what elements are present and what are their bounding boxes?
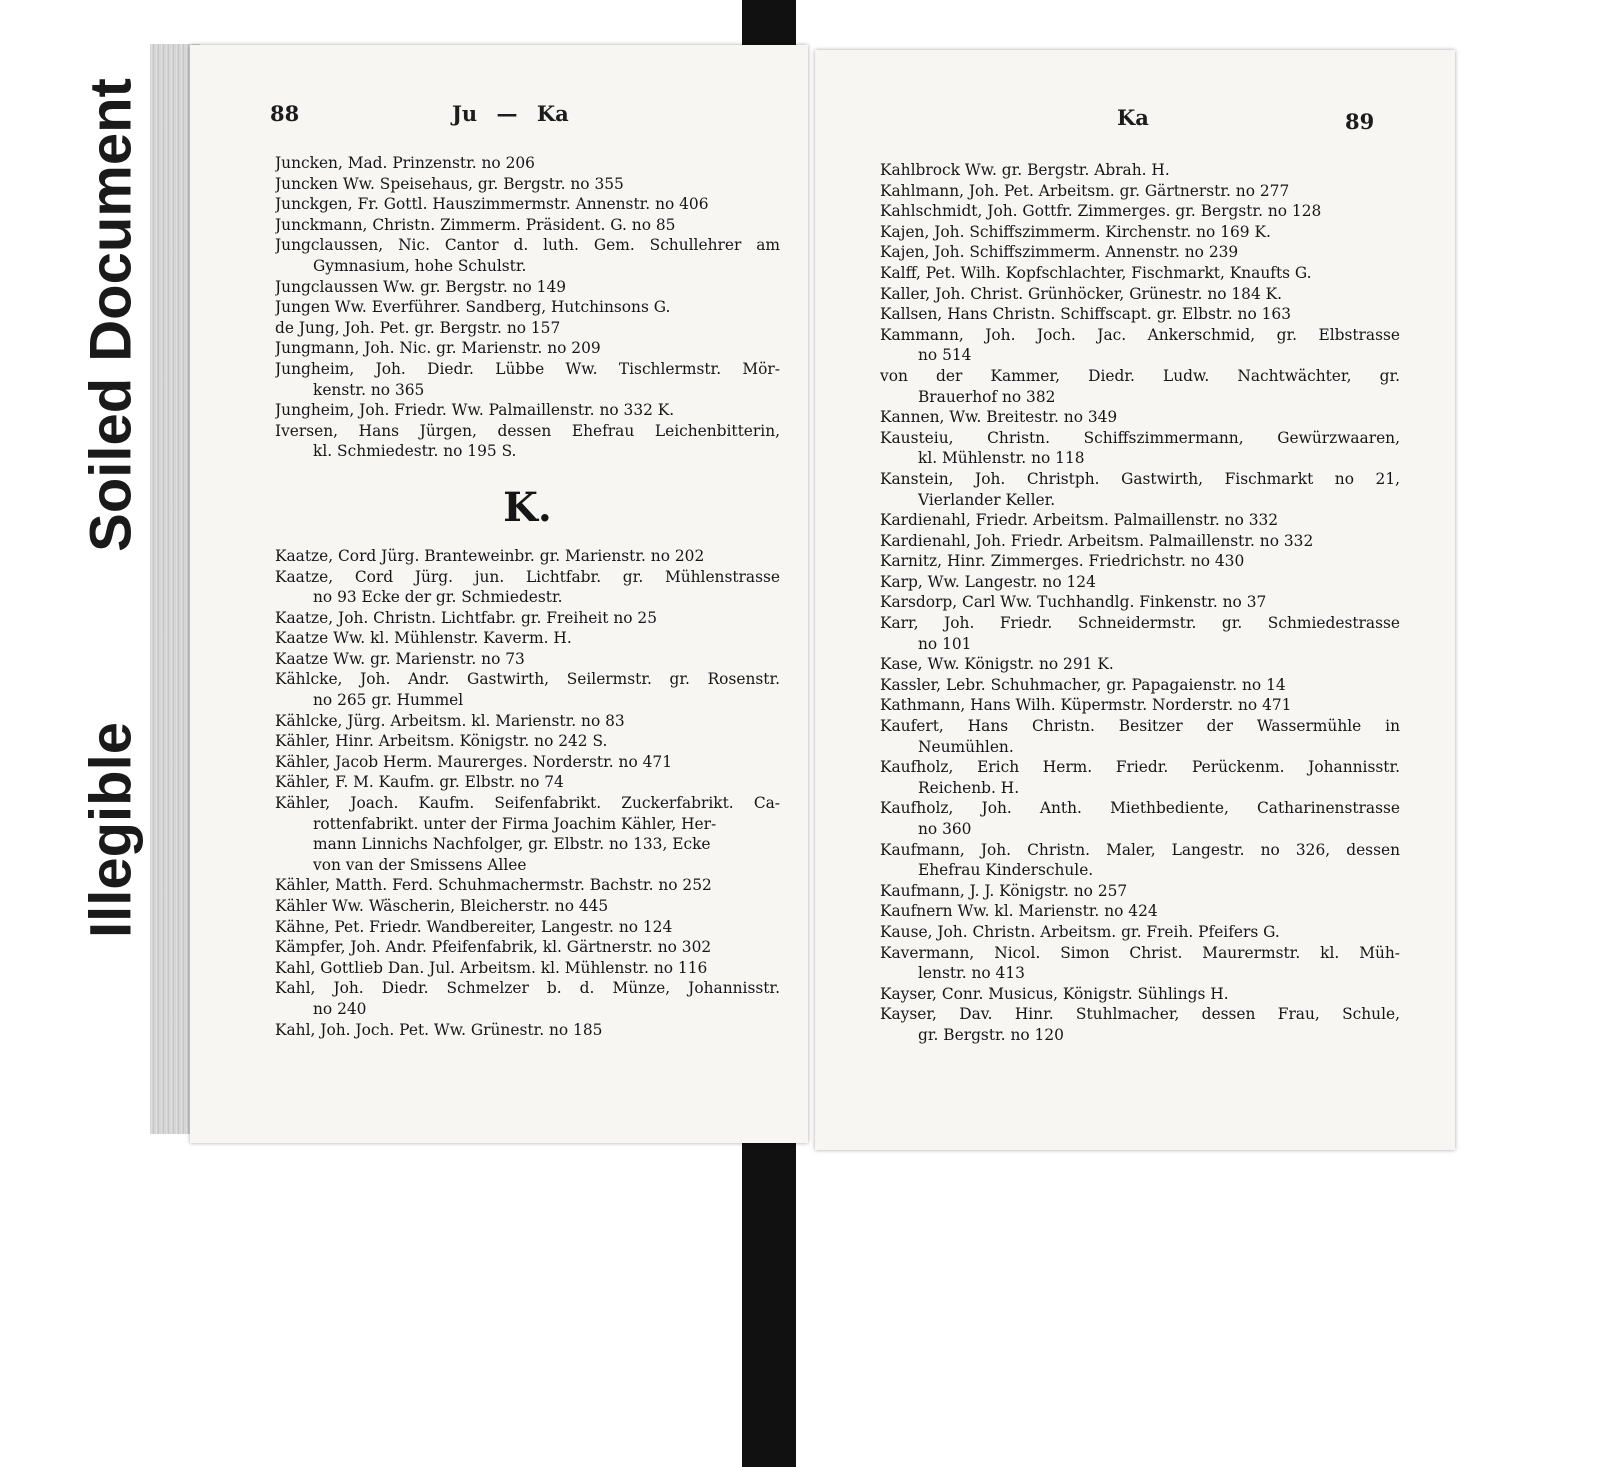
directory-entry: Kause, Joh. Christn. Arbeitsm. gr. Freih. Pfeifers G.: [880, 922, 1280, 941]
directory-entry: Kanstein, Joh. Christph. Gastwirth, Fischmarkt no 21,: [880, 469, 1400, 488]
left-entries: [275, 153, 780, 1040]
directory-entry: Kahlschmidt, Joh. Gottfr. Zimmerges. gr. Bergstr. no 128: [880, 202, 1322, 221]
directory-entry: Kardienahl, Joh. Friedr. Arbeitsm. Palmaillenstr. no 332: [880, 531, 1314, 550]
directory-entry: Kähler, Matth. Ferd. Schuhmachermstr. Bachstr. no 252: [275, 876, 712, 895]
directory-entry-continuation: rottenfabrikt. unter der Firma Joachim Kähler, Her-: [313, 814, 717, 833]
page-number-left: 88: [270, 101, 300, 126]
directory-entry: Kammann, Joh. Joch. Jac. Ankerschmid, gr. Elbstrasse: [880, 325, 1400, 344]
directory-entry-continuation: Reichenb. H.: [918, 778, 1020, 797]
directory-entry-continuation: mann Linnichs Nachfolger, gr. Elbstr. no 133, Ecke: [313, 835, 711, 854]
directory-entry: Kahlbrock Ww. gr. Bergstr. Abrah. H.: [880, 161, 1170, 179]
directory-entry: Kaatze, Cord Jürg. jun. Lichtfabr. gr. Mühlenstrasse: [275, 567, 780, 586]
directory-entry: Kavermann, Nicol. Simon Christ. Maurermstr. kl. Müh-: [880, 943, 1400, 962]
directory-entry: Kählcke, Jürg. Arbeitsm. kl. Marienstr. no 83: [275, 711, 625, 730]
directory-entry: Karr, Joh. Friedr. Schneidermstr. gr. Schmiedestrasse: [880, 614, 1400, 633]
directory-entry: Kahl, Gottlieb Dan. Jul. Arbeitsm. kl. Mühlenstr. no 116: [275, 958, 708, 977]
directory-entry-continuation: Vierlander Keller.: [918, 490, 1056, 509]
directory-entry: Kaufert, Hans Christn. Besitzer der Wassermühle in: [880, 717, 1400, 736]
directory-entry: Kannen, Ww. Breitestr. no 349: [880, 408, 1118, 427]
directory-entry: Kaufholz, Erich Herm. Friedr. Perückenm. Johannisstr.: [880, 758, 1400, 777]
soiled-document-stamp: Soiled Document: [78, 78, 144, 552]
directory-entry: Kausteiu, Christn. Schiffszimmermann, Gewürzwaaren,: [880, 428, 1400, 447]
directory-entry: Kahl, Joh. Joch. Pet. Ww. Grünestr. no 185: [275, 1020, 603, 1039]
directory-entry: Juncken Ww. Speisehaus, gr. Bergstr. no 355: [275, 174, 624, 193]
directory-entry: de Jung, Joh. Pet. gr. Bergstr. no 157: [275, 318, 561, 337]
directory-entry: Kähne, Pet. Friedr. Wandbereiter, Langestr. no 124: [275, 917, 673, 936]
directory-entry: Kalff, Pet. Wilh. Kopfschlachter, Fischmarkt, Knaufts G.: [880, 263, 1312, 282]
directory-entry: Jungmann, Joh. Nic. gr. Marienstr. no 209: [275, 339, 601, 358]
directory-entry-continuation: no 360: [918, 820, 972, 838]
directory-entry: Kassler, Lebr. Schuhmacher, gr. Papagaienstr. no 14: [880, 675, 1286, 694]
directory-entry: Karp, Ww. Langestr. no 124: [880, 572, 1096, 591]
page-number-right: 89: [1345, 109, 1375, 134]
directory-entry: Kathmann, Hans Wilh. Küpermstr. Norderstr. no 471: [880, 696, 1292, 715]
directory-entry: Kähler, F. M. Kaufm. gr. Elbstr. no 74: [275, 773, 564, 792]
directory-entry: Kaatze Ww. kl. Mühlenstr. Kaverm. H.: [275, 629, 572, 648]
directory-entry: Junckmann, Christn. Zimmerm. Präsident. G. no 85: [275, 215, 676, 234]
directory-entry-continuation: Neumühlen.: [918, 737, 1014, 756]
directory-entry-continuation: no 514: [918, 346, 972, 365]
directory-entry: Kallsen, Hans Christn. Schiffscapt. gr. Elbstr. no 163: [880, 305, 1292, 324]
directory-entry-continuation: no 93 Ecke der gr. Schmiedestr.: [313, 588, 563, 607]
directory-entry: Kaatze Ww. gr. Marienstr. no 73: [275, 649, 525, 668]
directory-entry-continuation: kl. Mühlenstr. no 118: [918, 449, 1085, 468]
directory-entry: Kardienahl, Friedr. Arbeitsm. Palmaillenstr. no 332: [880, 511, 1279, 530]
directory-entry: Juncken, Mad. Prinzenstr. no 206: [275, 154, 535, 172]
directory-entry-continuation: Brauerhof no 382: [918, 387, 1056, 406]
directory-entry: Jungheim, Joh. Friedr. Ww. Palmaillenstr. no 332 K.: [275, 401, 675, 420]
directory-entry: Kähler, Hinr. Arbeitsm. Königstr. no 242 S.: [275, 732, 608, 751]
running-head-right: Ka: [1117, 105, 1149, 130]
directory-entry: Kajen, Joh. Schiffszimmerm. Annenstr. no 239: [880, 243, 1239, 262]
directory-entry: Jungclaussen Ww. gr. Bergstr. no 149: [275, 277, 567, 296]
directory-entry: Kaufmann, J. J. Königstr. no 257: [880, 881, 1128, 900]
directory-entry-continuation: gr. Bergstr. no 120: [918, 1025, 1064, 1044]
directory-entry: Kählcke, Joh. Andr. Gastwirth, Seilermstr. gr. Rosenstr.: [275, 670, 780, 689]
directory-entry: Kajen, Joh. Schiffszimmerm. Kirchenstr. no 169 K.: [880, 222, 1271, 241]
directory-entry: Karnitz, Hinr. Zimmerges. Friedrichstr. no 430: [880, 552, 1245, 571]
directory-entry: Kähler, Joach. Kaufm. Seifenfabrikt. Zuckerfabrikt. Ca-: [275, 794, 780, 813]
directory-entry: Kämpfer, Joh. Andr. Pfeifenfabrik, kl. Gärtnerstr. no 302: [275, 938, 712, 957]
directory-entry: Kaufnern Ww. kl. Marienstr. no 424: [880, 902, 1158, 921]
directory-entry-continuation: lenstr. no 413: [918, 964, 1025, 983]
directory-entry: von der Kammer, Diedr. Ludw. Nachtwächter, gr.: [880, 366, 1400, 385]
directory-entry-continuation: no 101: [918, 634, 972, 653]
directory-entry: Kaatze, Cord Jürg. Branteweinbr. gr. Marienstr. no 202: [275, 546, 705, 565]
directory-entry: Jungclaussen, Nic. Cantor d. luth. Gem. Schullehrer am: [275, 236, 780, 255]
entries-list: [880, 160, 1400, 1046]
directory-entry: Kayser, Conr. Musicus, Königstr. Sühlings H.: [880, 984, 1229, 1003]
directory-entry-continuation: kenstr. no 365: [313, 380, 425, 399]
directory-entry: Kähler Ww. Wäscherin, Bleicherstr. no 445: [275, 897, 609, 915]
directory-entry: Kayser, Dav. Hinr. Stuhlmacher, dessen Frau, Schule,: [880, 1005, 1400, 1024]
directory-entry: Junckgen, Fr. Gottl. Hauszimmermstr. Annenstr. no 406: [275, 195, 709, 214]
directory-entry: Iversen, Hans Jürgen, dessen Ehefrau Leichenbitterin,: [275, 421, 780, 440]
directory-entry-continuation: kl. Schmiedestr. no 195 S.: [313, 442, 517, 461]
directory-entry: Karsdorp, Carl Ww. Tuchhandlg. Finkenstr. no 37: [880, 593, 1267, 612]
directory-entry-continuation: Gymnasium, hohe Schulstr.: [313, 256, 527, 275]
running-head-left: Ju — Ka: [452, 101, 569, 126]
directory-entry: Kase, Ww. Königstr. no 291 K.: [880, 655, 1114, 674]
directory-entry: Kaller, Joh. Christ. Grünhöcker, Grünestr. no 184 K.: [880, 284, 1283, 303]
directory-entry-continuation: no 265 gr. Hummel: [313, 691, 464, 710]
directory-entry-continuation: von van der Smissens Allee: [313, 855, 527, 874]
illegible-stamp: Illegible: [78, 722, 144, 938]
directory-entry: Kahl, Joh. Diedr. Schmelzer b. d. Münze, Johannisstr.: [275, 979, 780, 998]
entries-after-section: [275, 546, 780, 1040]
directory-entry-continuation: no 240: [313, 999, 367, 1018]
directory-entry: Kaufmann, Joh. Christn. Maler, Langestr. no 326, dessen: [880, 840, 1400, 859]
directory-entry: Kaatze, Joh. Christn. Lichtfabr. gr. Freiheit no 25: [275, 608, 657, 627]
left-page: [190, 45, 808, 1143]
directory-entry: Kähler, Jacob Herm. Maurerges. Norderstr. no 471: [275, 752, 673, 771]
directory-entry-continuation: Ehefrau Kinderschule.: [918, 861, 1094, 880]
directory-entry: Jungen Ww. Everführer. Sandberg, Hutchinsons G.: [275, 298, 671, 317]
directory-entry: Kaufholz, Joh. Anth. Miethbediente, Catharinenstrasse: [880, 799, 1400, 818]
section-letter: K.: [503, 483, 552, 531]
right-entries: [880, 160, 1400, 1046]
directory-entry: Jungheim, Joh. Diedr. Lübbe Ww. Tischlermstr. Mör-: [275, 359, 780, 378]
directory-entry: Kahlmann, Joh. Pet. Arbeitsm. gr. Gärtnerstr. no 277: [880, 181, 1290, 200]
right-page: [815, 50, 1455, 1150]
entries-before-section: [275, 153, 780, 462]
